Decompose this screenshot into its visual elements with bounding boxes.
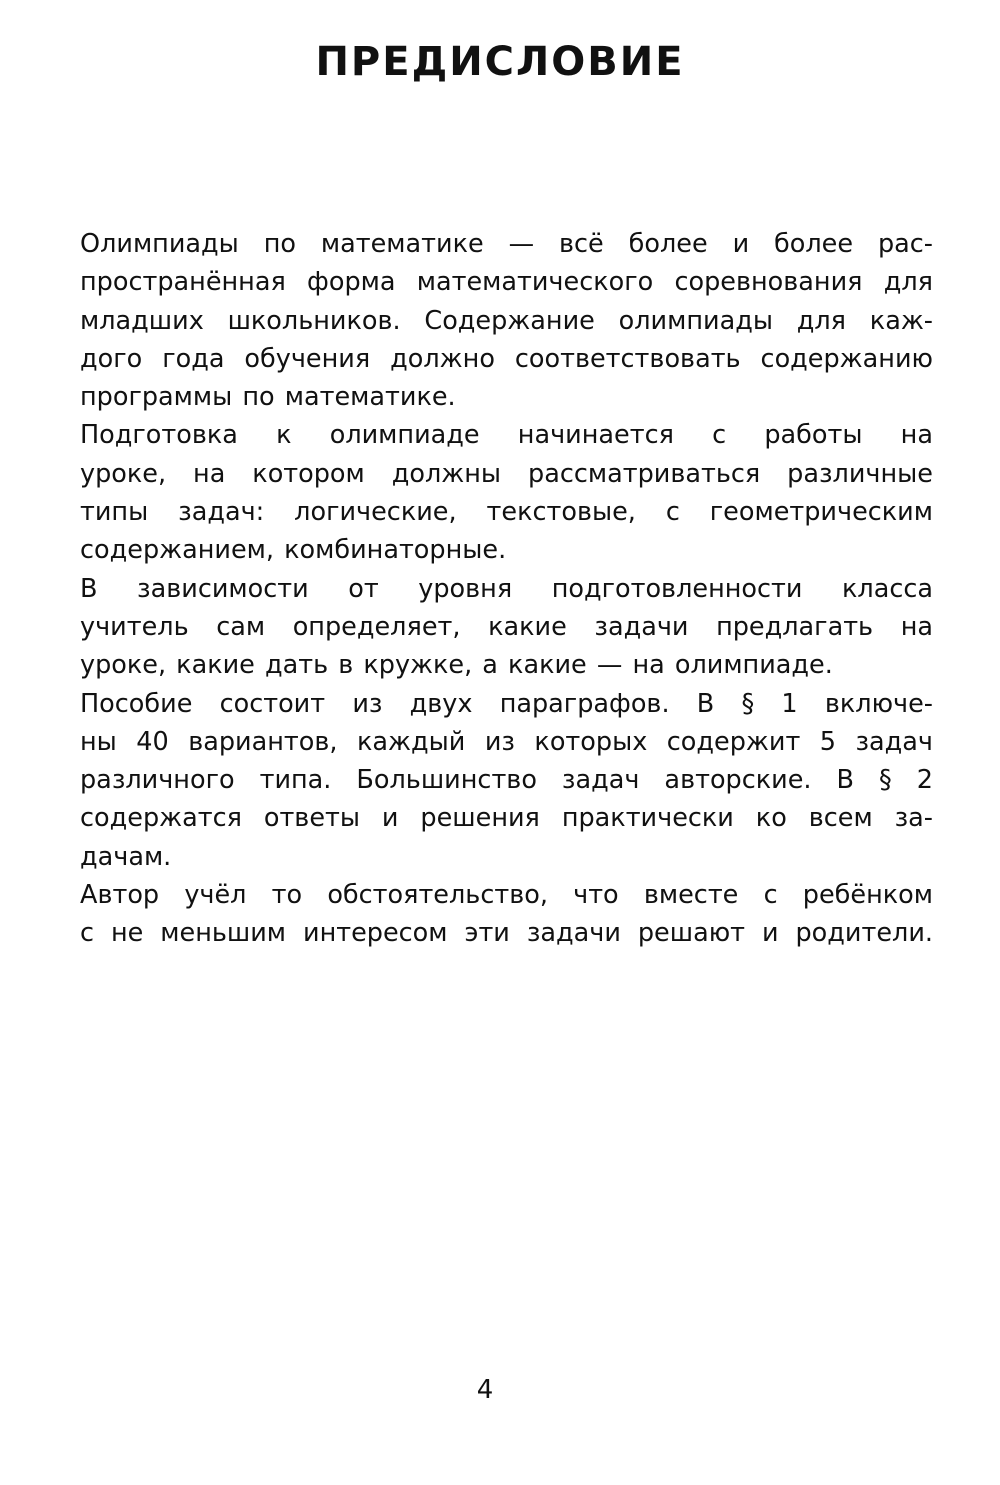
paragraph-5 bbox=[40, 876, 933, 953]
text-line: программы по математике. bbox=[80, 382, 456, 413]
text-line: Подготовка к олимпиаде начинается с работы на bbox=[80, 420, 933, 451]
text-line: типы задач: логические, текстовые, с геометрическим bbox=[80, 497, 933, 528]
paragraph-4 bbox=[40, 685, 933, 876]
text-line: дачам. bbox=[80, 841, 172, 872]
text-line: уроке, какие дать в кружке, а какие — на олимпиаде. bbox=[80, 650, 833, 681]
body-text bbox=[40, 225, 933, 953]
text-line: различного типа. Большинство задач авторские. В § 2 bbox=[80, 765, 933, 796]
text-line: пространённая форма математического соревнования для bbox=[80, 267, 933, 298]
text-line: учитель сам определяет, какие задачи предлагать на bbox=[80, 611, 933, 642]
text-line: Пособие состоит из двух параграфов. В § 1 включе- bbox=[80, 688, 933, 719]
text-line: Автор учёл то обстоятельство, что вместе с ребёнком bbox=[80, 880, 933, 911]
text-line: с не меньшим интересом эти задачи решают и родители. bbox=[80, 918, 933, 949]
text-line: младших школьников. Содержание олимпиады для каж- bbox=[80, 305, 933, 336]
paragraph-2 bbox=[40, 416, 933, 569]
paragraph-1 bbox=[40, 225, 933, 416]
paragraph-3 bbox=[40, 570, 933, 685]
text-line: уроке, на котором должны рассматриваться различные bbox=[80, 458, 933, 489]
text-line: дого года обучения должно соответствовать содержанию bbox=[80, 343, 933, 374]
text-line: В зависимости от уровня подготовленности класса bbox=[80, 573, 933, 604]
text-line: содержанием, комбинаторные. bbox=[80, 535, 507, 566]
text-line: Олимпиады по математике — всё более и более рас- bbox=[80, 229, 933, 259]
text-line: ны 40 вариантов, каждый из которых содержит 5 задач bbox=[80, 726, 933, 757]
text-line: содержатся ответы и решения практически ко всем за- bbox=[80, 803, 933, 834]
page-title: ПРЕДИСЛОВИЕ bbox=[315, 39, 685, 85]
page-number: 4 bbox=[476, 1375, 494, 1405]
